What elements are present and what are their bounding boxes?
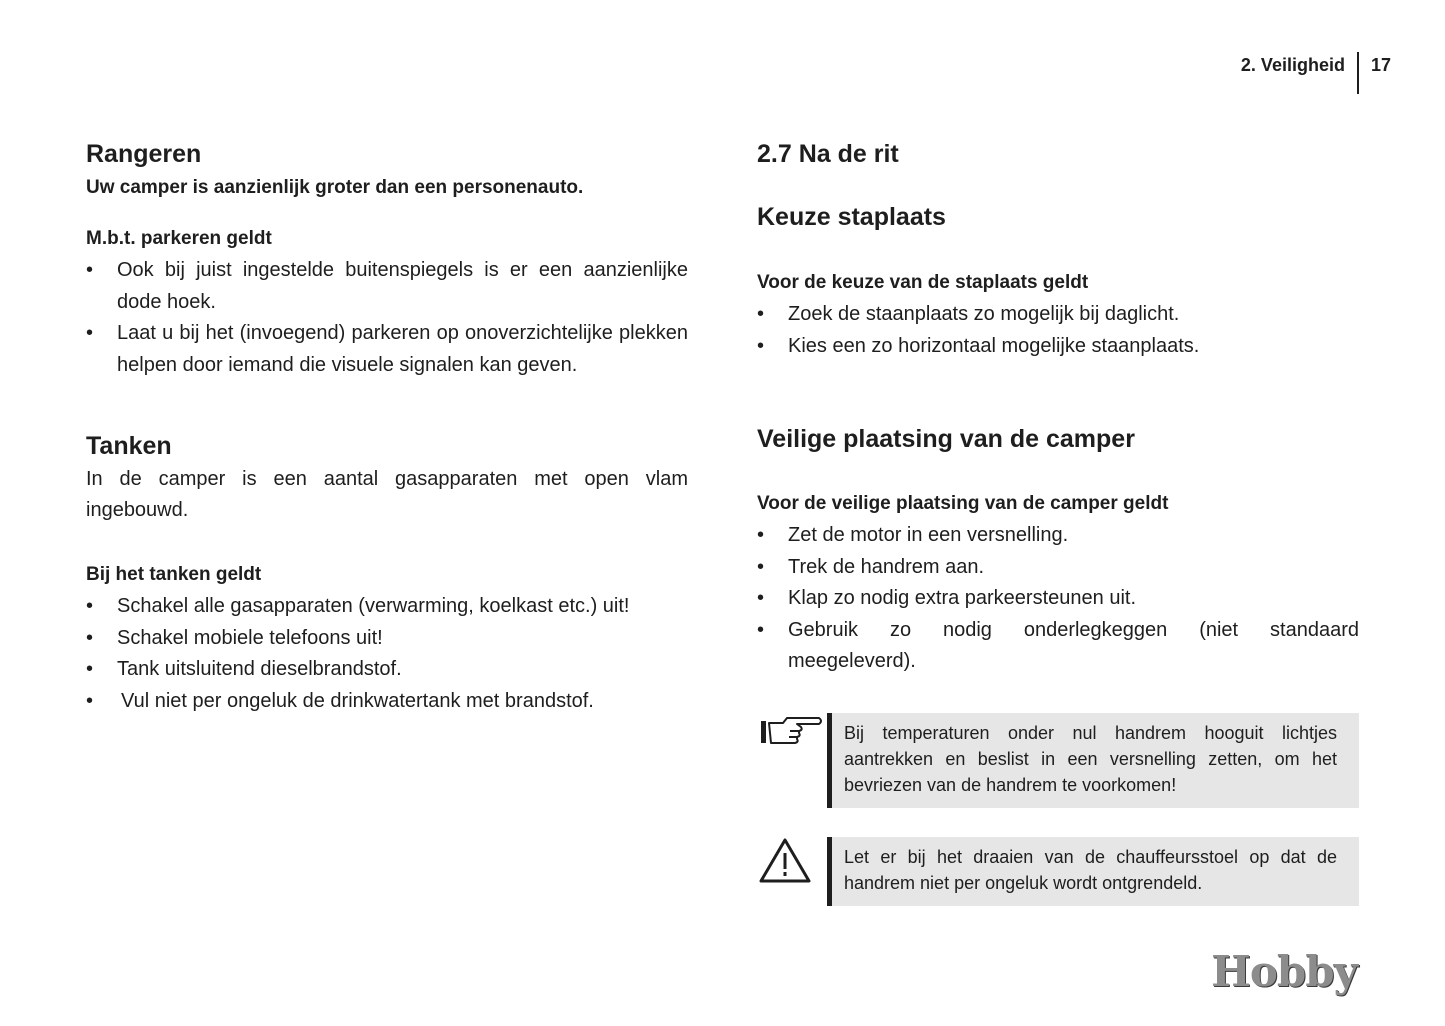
- info-notice-text: Bij temperaturen onder nul handrem hooguit lichtjes aantrekken en beslist in een versnelling zetten, om het bevriezen van de handrem te voorkomen!: [827, 713, 1359, 808]
- list-item: • Schakel alle gasapparaten (verwarming, koelkast etc.) uit!: [86, 591, 688, 623]
- page-number: 17: [1370, 55, 1391, 75]
- plaatsing-list: [757, 520, 1359, 678]
- list-item: • Klap zo nodig extra parkeersteunen uit.: [757, 583, 1359, 615]
- header-section-label: 2. Veiligheid: [1240, 55, 1345, 75]
- hobby-logo: Hobby: [1211, 947, 1357, 996]
- warning-notice-text: Let er bij het draaien van de chauffeursstoel op dat de handrem niet per ongeluk wordt ontgrendeld.: [827, 837, 1359, 906]
- tanken-subtitle: Bij het tanken geldt: [86, 564, 262, 585]
- list-item: • Zoek de staanplaats zo mogelijk bij daglicht.: [757, 299, 1359, 331]
- warning-triangle-icon: [757, 837, 813, 885]
- plaatsing-title: Veilige plaatsing van de camper: [757, 425, 1135, 453]
- rangeren-list: [86, 255, 688, 381]
- list-item: • Trek de handrem aan.: [757, 552, 1359, 584]
- pointing-hand-icon: [757, 713, 823, 749]
- page-header: [1241, 52, 1391, 94]
- tanken-intro: In de camper is een aantal gasapparaten met open vlam ingebouwd.: [86, 468, 688, 521]
- list-item: • Vul niet per ongeluk de drinkwatertank met brandstof.: [86, 686, 688, 718]
- list-item: • Laat u bij het (invoegend) parkeren op onoverzichtelijke plekken helpen door iemand die visuele signalen kan geven.: [86, 318, 688, 381]
- list-item: • Zet de motor in een versnelling.: [757, 520, 1359, 552]
- list-item: • Tank uitsluitend dieselbrandstof.: [86, 654, 688, 686]
- warning-notice: [757, 837, 1359, 906]
- plaatsing-subtitle: Voor de veilige plaatsing van de camper geldt: [757, 493, 1169, 514]
- rangeren-intro: Uw camper is aanzienlijk groter dan een personenauto.: [86, 177, 584, 198]
- rangeren-title: Rangeren: [86, 140, 202, 168]
- list-item: • Kies een zo horizontaal mogelijke staanplaats.: [757, 331, 1359, 363]
- tanken-list: [86, 591, 688, 717]
- section-title: 2.7 Na de rit: [757, 140, 899, 168]
- list-item: • Schakel mobiele telefoons uit!: [86, 623, 688, 655]
- rangeren-subtitle: M.b.t. parkeren geldt: [86, 228, 272, 249]
- tanken-title: Tanken: [86, 432, 172, 460]
- keuze-title: Keuze staplaats: [757, 203, 946, 231]
- list-item: • Gebruik zo nodig onderlegkeggen (niet standaard meegeleverd).: [757, 615, 1359, 678]
- info-notice: [757, 713, 1359, 808]
- keuze-list: [757, 299, 1359, 362]
- list-item: • Ook bij juist ingestelde buitenspiegels is er een aanzienlijke dode hoek.: [86, 255, 688, 318]
- keuze-subtitle: Voor de keuze van de staplaats geldt: [757, 272, 1089, 293]
